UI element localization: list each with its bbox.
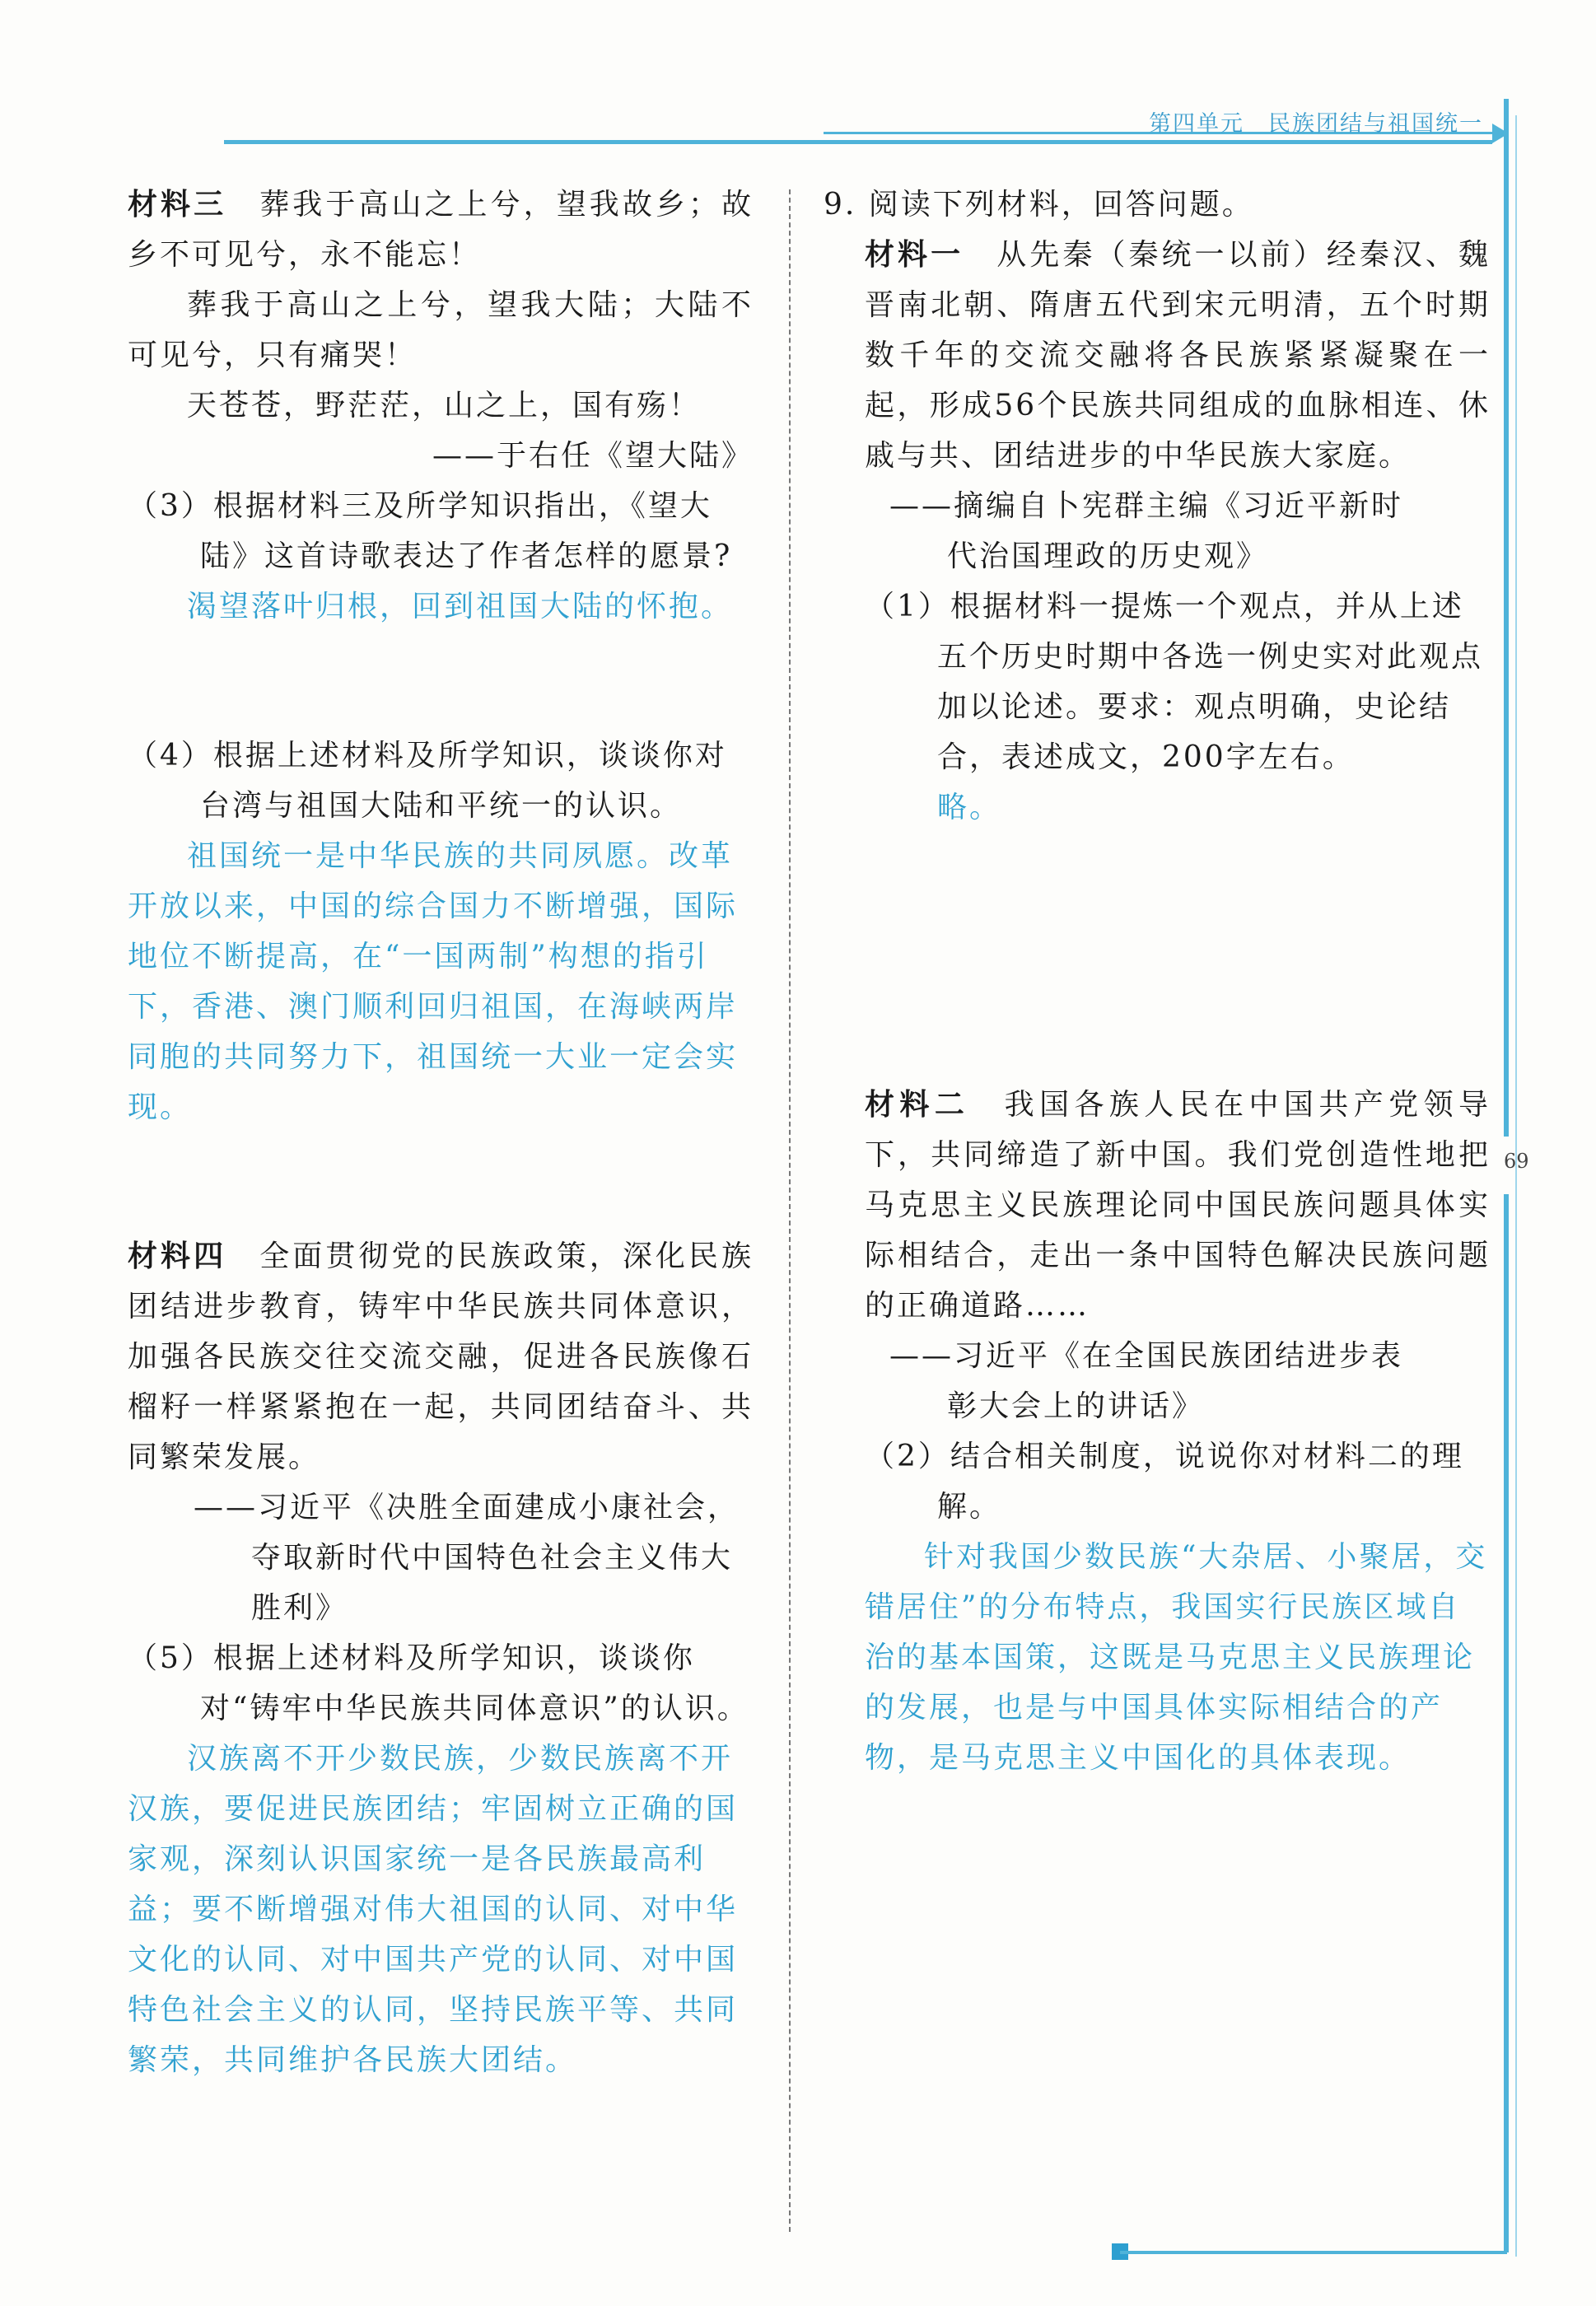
material-3-line1 — [128, 180, 754, 280]
right-margin-bar — [1504, 99, 1509, 1137]
unit-header-title: 第四单元 民族团结与祖国统一 — [1149, 111, 1483, 137]
material-2-text: 我国各族人民在中国共产党领导下，共同缔造了新中国。我们党创造性地把马克思主义民族理论同中国民族问题具体实际相结合，走出一条中国特色解决民族问题的正确道路…… — [865, 1088, 1491, 1323]
question-5: （5）根据上述材料及所学知识，谈谈你对“铸牢中华民族共同体意识”的认识。 — [128, 1641, 749, 1725]
material-4-label: 材料四 — [128, 1239, 227, 1273]
right-column — [824, 180, 1491, 1783]
material-1-source-line2: 代治国理政的历史观》 — [947, 539, 1269, 573]
material-2 — [824, 1080, 1491, 1331]
material-2-source-line2: 彰大会上的讲话》 — [947, 1389, 1205, 1423]
material-1-text: 从先秦（秦统一以前）经秦汉、魏晋南北朝、隋唐五代到宋元明清，五个时期数千年的交流交融将各民族紧紧凝聚在一起，形成56个民族共同组成的血脉相连、休戚与共、团结进步的中华民族大家庭。 — [865, 238, 1491, 473]
question-9-1: （1）根据材料一提炼一个观点，并从上述五个历史时期中各选一例史实对此观点加以论述。要求：观点明确，史论结合，表述成文，200字左右。 — [865, 590, 1484, 774]
answer-9-1: 略。 — [937, 791, 1002, 824]
header-rule — [224, 140, 1492, 144]
answer-3: 渴望落叶归根，回到祖国大陆的怀抱。 — [187, 590, 734, 623]
material-4 — [128, 1231, 754, 1482]
material-4-source-line2: 夺取新时代中国特色社会主义伟大胜利》 — [251, 1541, 734, 1625]
column-divider — [789, 189, 791, 2232]
right-margin-rule — [1515, 115, 1517, 2257]
material-3-line2: 葬我于高山之上兮，望我大陆；大陆不可见兮，只有痛哭！ — [128, 288, 754, 372]
right-margin-bar-lower — [1504, 1194, 1509, 2252]
material-3-text1: 葬我于高山之上兮，望我故乡；故乡不可见兮，永不能忘！ — [128, 188, 754, 272]
page-number: 69 — [1504, 1150, 1529, 1173]
material-2-source-line1: ——习近平《在全国民族团结进步表 — [889, 1339, 1404, 1373]
answer-4: 祖国统一是中华民族的共同夙愿。改革开放以来，中国的综合国力不断增强，国际地位不断提高，在“一国两制”构想的指引下，香港、澳门顺利回归祖国，在海峡两岸同胞的共同努力下，祖国统一大业一定会实现。 — [128, 839, 739, 1124]
question-4: （4）根据上述材料及所学知识，谈谈你对台湾与祖国大陆和平统一的认识。 — [128, 739, 727, 823]
question-9-heading: 9. 阅读下列材料，回答问题。 — [824, 188, 1254, 222]
question-9-2: （2）结合相关制度，说说你对材料二的理解。 — [865, 1440, 1464, 1524]
answer-9-2: 针对我国少数民族“大杂居、小聚居，交错居住”的分布特点，我国实行民族区域自治的基本国策，这既是马克思主义民族理论的发展，也是与中国具体实际相结合的产物，是马克思主义中国化的具体表现。 — [865, 1540, 1488, 1775]
material-1-source-line1: ——摘编自卜宪群主编《习近平新时 — [889, 489, 1404, 523]
footer-rule — [1120, 2251, 1507, 2254]
material-2-label: 材料二 — [865, 1088, 970, 1122]
material-3-source: ——于右任《望大陆》 — [432, 439, 754, 473]
material-1-label: 材料一 — [865, 238, 964, 272]
material-3-line3: 天苍苍，野茫茫，山之上，国有殇！ — [187, 389, 702, 422]
answer-5: 汉族离不开少数民族，少数民族离不开汉族，要促进民族团结；牢固树立正确的国家观，深刻认识国家统一是各民族最高利益；要不断增强对伟大祖国的认同、对中华文化的认同、对中国共产党的认同、对中国特色社会主义的认同，坚持民族平等、共同繁荣，共同维护各民族大团结。 — [128, 1742, 739, 2077]
material-4-source-line1: ——习近平《决胜全面建成小康社会， — [194, 1491, 740, 1524]
material-3-label: 材料三 — [128, 188, 227, 222]
material-4-text: 全面贯彻党的民族政策，深化民族团结进步教育，铸牢中华民族共同体意识，加强各民族交往交流交融，促进各民族像石榴籽一样紧紧抱在一起，共同团结奋斗、共同繁荣发展。 — [128, 1239, 754, 1474]
question-3: （3）根据材料三及所学知识指出，《望大陆》这首诗歌表达了作者怎样的愿景? — [128, 489, 733, 573]
left-column — [128, 180, 754, 2085]
material-1 — [824, 230, 1491, 481]
